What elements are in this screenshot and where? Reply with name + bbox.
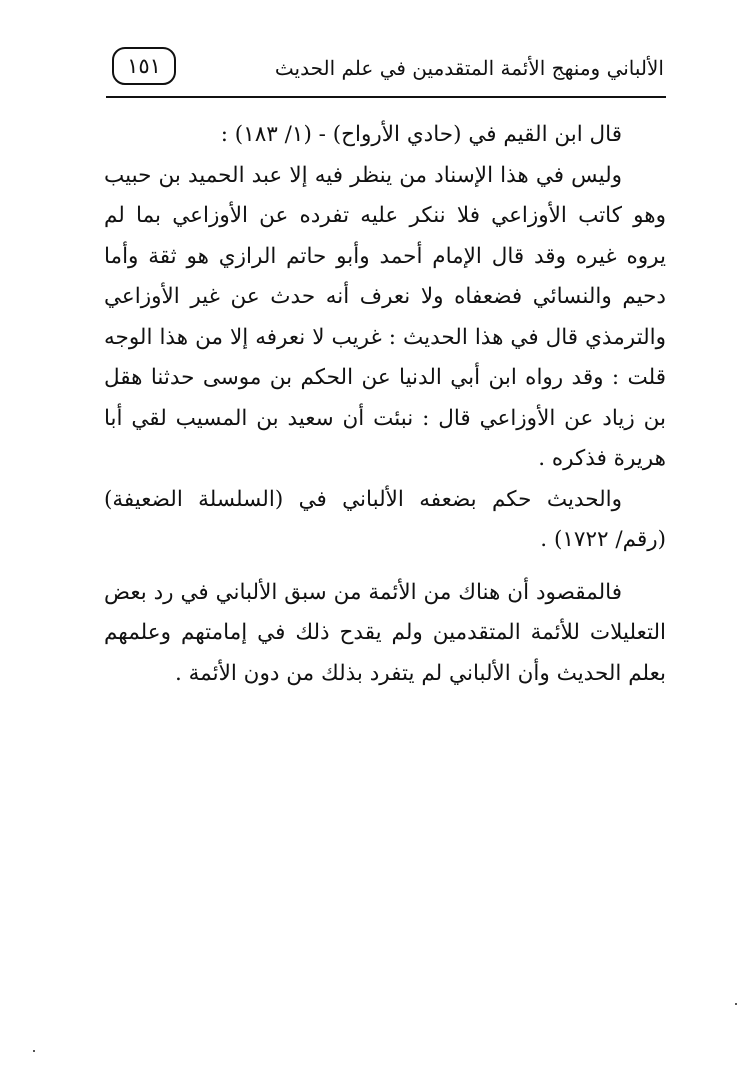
running-title: الألباني ومنهج الأئمة المتقدمين في علم الحديث (274, 56, 664, 80)
quoted-passage: وليس في هذا الإسناد من ينظر فيه إلا عبد الحميد بن حبيب وهو كاتب الأوزاعي فلا ننكر عليه تفرده عن الأوزاعي بما لم يروه غيره وقد قال الإمام أحمد وأبو حاتم الرازي هو ثقة وأما دحيم والنسائي فضعفاه ولا نعرف أنه حدث عن غير الأوزاعي والترمذي قال في هذا الحديث : غريب لا نعرفه إلا من هذا الوجه قلت : وقد رواه ابن أبي الدنيا عن الحكم بن موسى حدثنا هقل بن زياد عن الأوزاعي قال : نبئت أن سعيد بن المسيب لقي أبا هريرة فذكره . (104, 162, 666, 471)
citation-intro: قال ابن القيم في (حادي الأرواح) - (١/ ١٨٣) : (220, 122, 622, 147)
body-text (104, 115, 666, 694)
page-number: ١٥١ (112, 47, 176, 85)
page-header (106, 44, 666, 98)
conclusion-paragraph: فالمقصود أن هناك من الأئمة من سبق الألباني في رد بعض التعليلات للأئمة المتقدمين ولم يقدح ذلك في إمامتهم وعلمهم بعلم الحديث وأن الألباني لم يتفرد بذلك من دون الأئمة . (104, 579, 666, 686)
scan-speck (735, 1003, 737, 1005)
scan-speck (33, 1050, 35, 1052)
grading-note: والحديث حكم بضعفه الألباني في (السلسلة الضعيفة) (رقم/ ١٧٢٢) . (104, 486, 666, 552)
